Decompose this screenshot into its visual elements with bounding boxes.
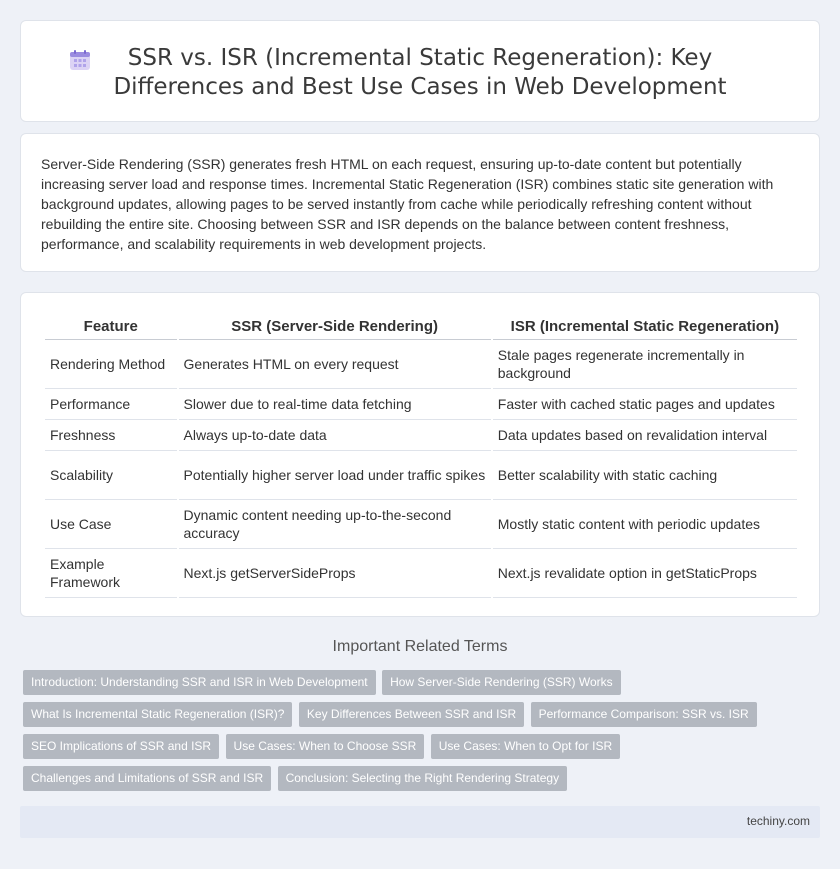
table-row <box>45 500 797 549</box>
ssr-cell: Next.js getServerSideProps <box>179 549 491 598</box>
site-name[interactable]: techiny.com <box>746 814 810 828</box>
isr-cell: Stale pages regenerate incrementally in background <box>493 340 797 389</box>
isr-cell: Next.js revalidate option in getStaticProps <box>493 549 797 598</box>
isr-cell: Data updates based on revalidation interval <box>493 420 797 451</box>
isr-cell: Mostly static content with periodic updates <box>493 500 797 549</box>
table-row <box>45 389 797 420</box>
table-row <box>45 451 797 500</box>
related-term-tag[interactable]: Challenges and Limitations of SSR and ISR <box>23 766 271 791</box>
comparison-card <box>20 292 820 617</box>
table-header-row <box>45 312 797 340</box>
table-row <box>45 340 797 389</box>
comparison-table <box>43 312 799 598</box>
related-terms-heading: Important Related Terms <box>332 638 508 655</box>
related-term-tag[interactable]: How Server-Side Rendering (SSR) Works <box>382 670 621 695</box>
table-row <box>45 420 797 451</box>
ssr-cell: Always up-to-date data <box>179 420 491 451</box>
table-row <box>45 549 797 598</box>
ssr-cell: Potentially higher server load under traffic spikes <box>179 451 491 500</box>
header-isr: ISR (Incremental Static Regeneration) <box>493 312 797 340</box>
isr-cell: Faster with cached static pages and updates <box>493 389 797 420</box>
related-term-tag[interactable]: Use Cases: When to Opt for ISR <box>431 734 620 759</box>
feature-cell: Example Framework <box>45 549 177 598</box>
related-term-tag[interactable]: Use Cases: When to Choose SSR <box>226 734 425 759</box>
feature-cell: Scalability <box>45 451 177 500</box>
related-term-tag[interactable]: SEO Implications of SSR and ISR <box>23 734 219 759</box>
feature-cell: Performance <box>45 389 177 420</box>
ssr-cell: Generates HTML on every request <box>179 340 491 389</box>
intro-card <box>20 133 820 272</box>
ssr-cell: Slower due to real-time data fetching <box>179 389 491 420</box>
intro-paragraph: Server-Side Rendering (SSR) generates fresh HTML on each request, ensuring up-to-date content but potentially increasing server load and response times. Incremental Static Regeneration (ISR) combines static site generation with background updates, allowing pages to be served instantly from cache while periodically refreshing content without rebuilding the entire site. Choosing between SSR and ISR depends on the balance between content freshness, performance, and scalability requirements in web development projects. <box>41 156 774 252</box>
page-title: SSR vs. ISR (Incremental Static Regeneration): Key Differences and Best Use Cases in Web Development <box>113 45 727 100</box>
related-term-tag[interactable]: Key Differences Between SSR and ISR <box>299 702 524 727</box>
title-card <box>20 20 820 122</box>
header-feature: Feature <box>45 312 177 340</box>
related-term-tag[interactable]: Performance Comparison: SSR vs. ISR <box>531 702 757 727</box>
related-term-tag[interactable]: What Is Incremental Static Regeneration (ISR)? <box>23 702 292 727</box>
feature-cell: Rendering Method <box>45 340 177 389</box>
related-term-tag[interactable]: Introduction: Understanding SSR and ISR in Web Development <box>23 670 376 695</box>
ssr-cell: Dynamic content needing up-to-the-second accuracy <box>179 500 491 549</box>
related-terms-list <box>23 670 823 798</box>
feature-cell: Freshness <box>45 420 177 451</box>
footer <box>20 806 820 838</box>
feature-cell: Use Case <box>45 500 177 549</box>
isr-cell: Better scalability with static caching <box>493 451 797 500</box>
header-ssr: SSR (Server-Side Rendering) <box>179 312 491 340</box>
related-term-tag[interactable]: Conclusion: Selecting the Right Rendering Strategy <box>278 766 568 791</box>
